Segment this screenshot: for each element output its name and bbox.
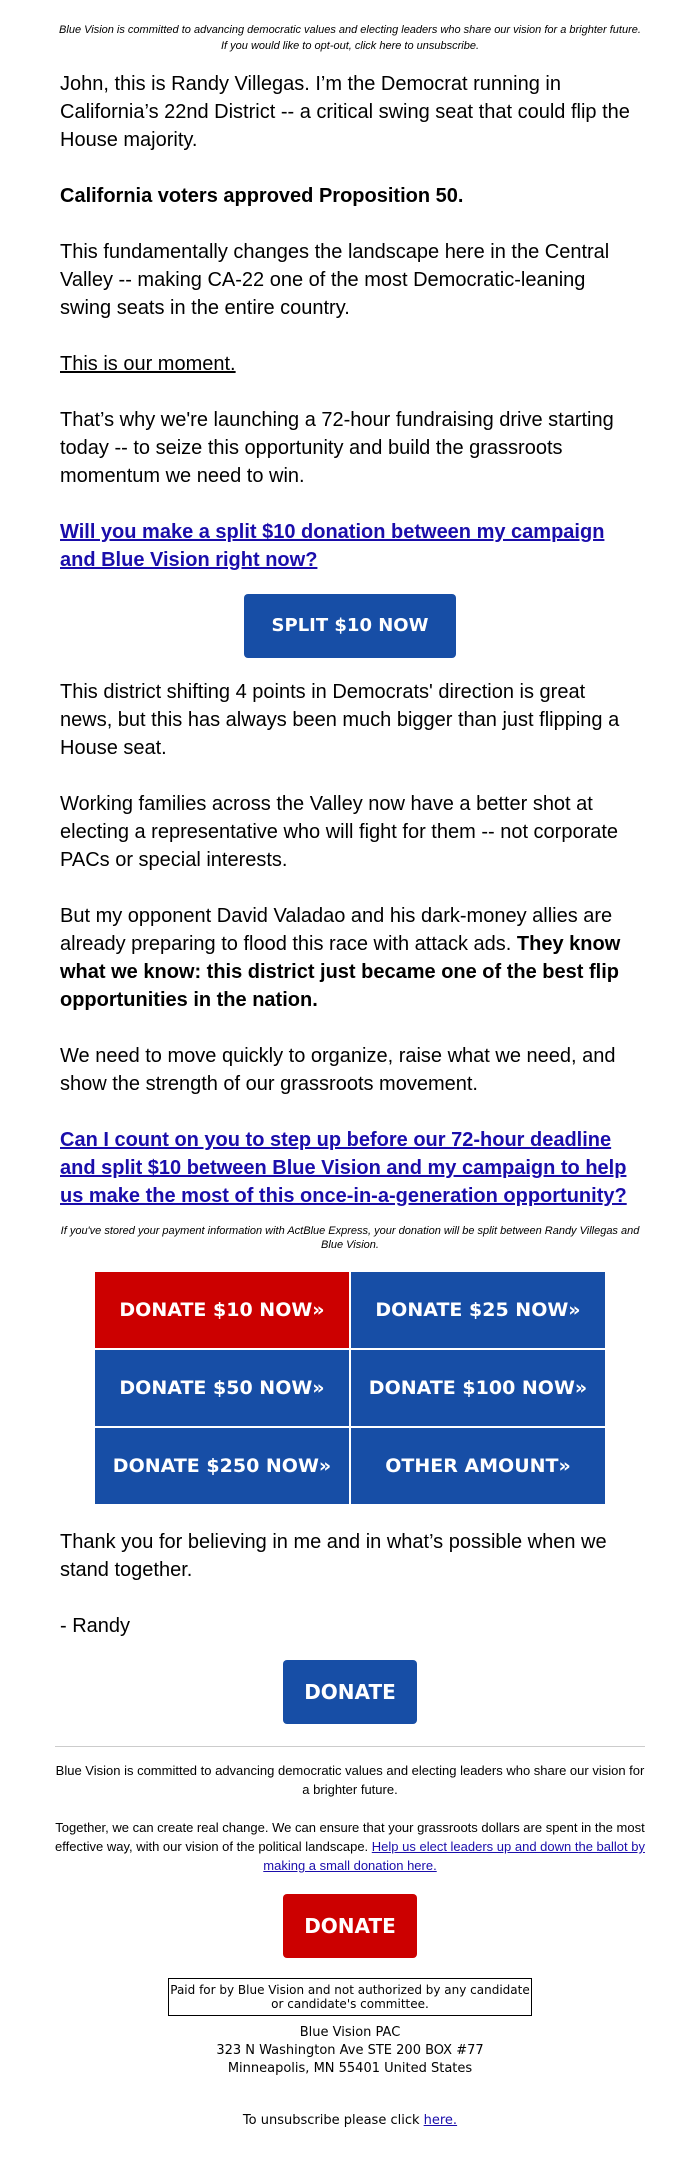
org-name: Blue Vision PAC: [299, 2025, 401, 2040]
actblue-express-note: If you've stored your payment information with ActBlue Express, your donation will be split between Randy Villegas and Blue Vision.: [60, 1225, 640, 1251]
donate-10-button[interactable]: DONATE $10 NOW»: [95, 1272, 349, 1348]
footer-mission: Blue Vision is committed to advancing democratic values and electing leaders who share our vision for a brighter future.: [55, 1763, 645, 1797]
unsubscribe-link[interactable]: here.: [423, 2113, 458, 2128]
intro-paragraph: John, this is Randy Villegas. I’m the Democrat running in California’s 22nd District -- a critical swing seat that could flip the House majority.: [60, 73, 630, 151]
unsubscribe-text: To unsubscribe please click: [242, 2113, 424, 2128]
address-line-2: Minneapolis, MN 55401 United States: [227, 2061, 473, 2076]
footer: [55, 1761, 645, 1958]
opponent-paragraph: [60, 902, 640, 1014]
deadline-donation-link[interactable]: Can I count on you to step up before our 72-hour deadline and split $10 between Blue Vision and my campaign to help us make the most of this once-in-a-generation opportunity?: [60, 1129, 627, 1207]
donate-25-button[interactable]: DONATE $25 NOW»: [351, 1272, 605, 1348]
moment-paragraph: [60, 350, 640, 378]
paid-for-disclaimer: Paid for by Blue Vision and not authorized by any candidate or candidate's committee.: [168, 1978, 532, 2016]
landscape-paragraph: This fundamentally changes the landscape here in the Central Valley -- making CA-22 one of the most Democratic-leaning swing seats in the entire country.: [60, 241, 610, 319]
signoff: - Randy: [60, 1615, 131, 1637]
split-10-button[interactable]: SPLIT $10 NOW: [244, 594, 456, 658]
organize-paragraph: We need to move quickly to organize, raise what we need, and show the strength of our grassroots movement.: [60, 1045, 616, 1095]
thanks-paragraph: Thank you for believing in me and in what’s possible when we stand together.: [60, 1531, 607, 1581]
prop50-text: California voters approved Proposition 50.: [60, 185, 464, 207]
preheader-text[interactable]: Blue Vision is committed to advancing democratic values and electing leaders who share our vision for a brighter future. If you would like to opt-out, click here to unsubscribe.: [59, 24, 641, 52]
footer-divider: [55, 1746, 645, 1747]
split-button-row: [60, 594, 640, 658]
moment-text: This is our moment.: [60, 353, 236, 375]
address-line-1: 323 N Washington Ave STE 200 BOX #77: [216, 2043, 484, 2058]
footer-together: [55, 1818, 645, 1875]
donate-250-button[interactable]: DONATE $250 NOW»: [95, 1428, 349, 1504]
opponent-bold-text: They know what we know: this district just became one of the best flip opportunities in the nation.: [60, 933, 621, 1011]
split-donation-link[interactable]: Will you make a split $10 donation between my campaign and Blue Vision right now?: [60, 521, 605, 571]
footer-together-text: Together, we can create real change. We can ensure that your grassroots dollars are spent in the most effective way, with our vision of the political landscape.: [55, 1820, 645, 1854]
footer-donate-link[interactable]: Help us elect leaders up and down the ballot by making a small donation here.: [263, 1839, 645, 1873]
drive-paragraph: That’s why we're launching a 72-hour fundraising drive starting today -- to seize this opportunity and build the grassroots momentum we need to win.: [60, 409, 614, 487]
donate-50-button[interactable]: DONATE $50 NOW»: [95, 1350, 349, 1426]
shift-paragraph: This district shifting 4 points in Democrats' direction is great news, but this has always been much bigger than just flipping a House seat.: [60, 681, 620, 759]
other-amount-button[interactable]: OTHER AMOUNT»: [351, 1428, 605, 1504]
donate-button-row: [60, 1660, 640, 1724]
deadline-ask-paragraph: [60, 1126, 640, 1210]
opponent-text: But my opponent David Valadao and his dark-money allies are already preparing to flood this race with attack ads.: [60, 905, 613, 955]
closing-body: [60, 1528, 640, 1724]
footer-donate-button[interactable]: DONATE: [283, 1894, 417, 1958]
families-paragraph: Working families across the Valley now have a better shot at electing a representative who will fight for them -- not corporate PACs or special interests.: [60, 793, 619, 871]
donate-100-button[interactable]: DONATE $100 NOW»: [351, 1350, 605, 1426]
donate-button[interactable]: DONATE: [283, 1660, 417, 1724]
footer-donate-row: [55, 1894, 645, 1958]
unsubscribe-line: [0, 2112, 700, 2130]
email-body: [60, 54, 640, 1210]
prop50-paragraph: [60, 182, 640, 210]
split-ask-paragraph: [60, 518, 640, 574]
donate-amount-grid: [95, 1272, 605, 1504]
